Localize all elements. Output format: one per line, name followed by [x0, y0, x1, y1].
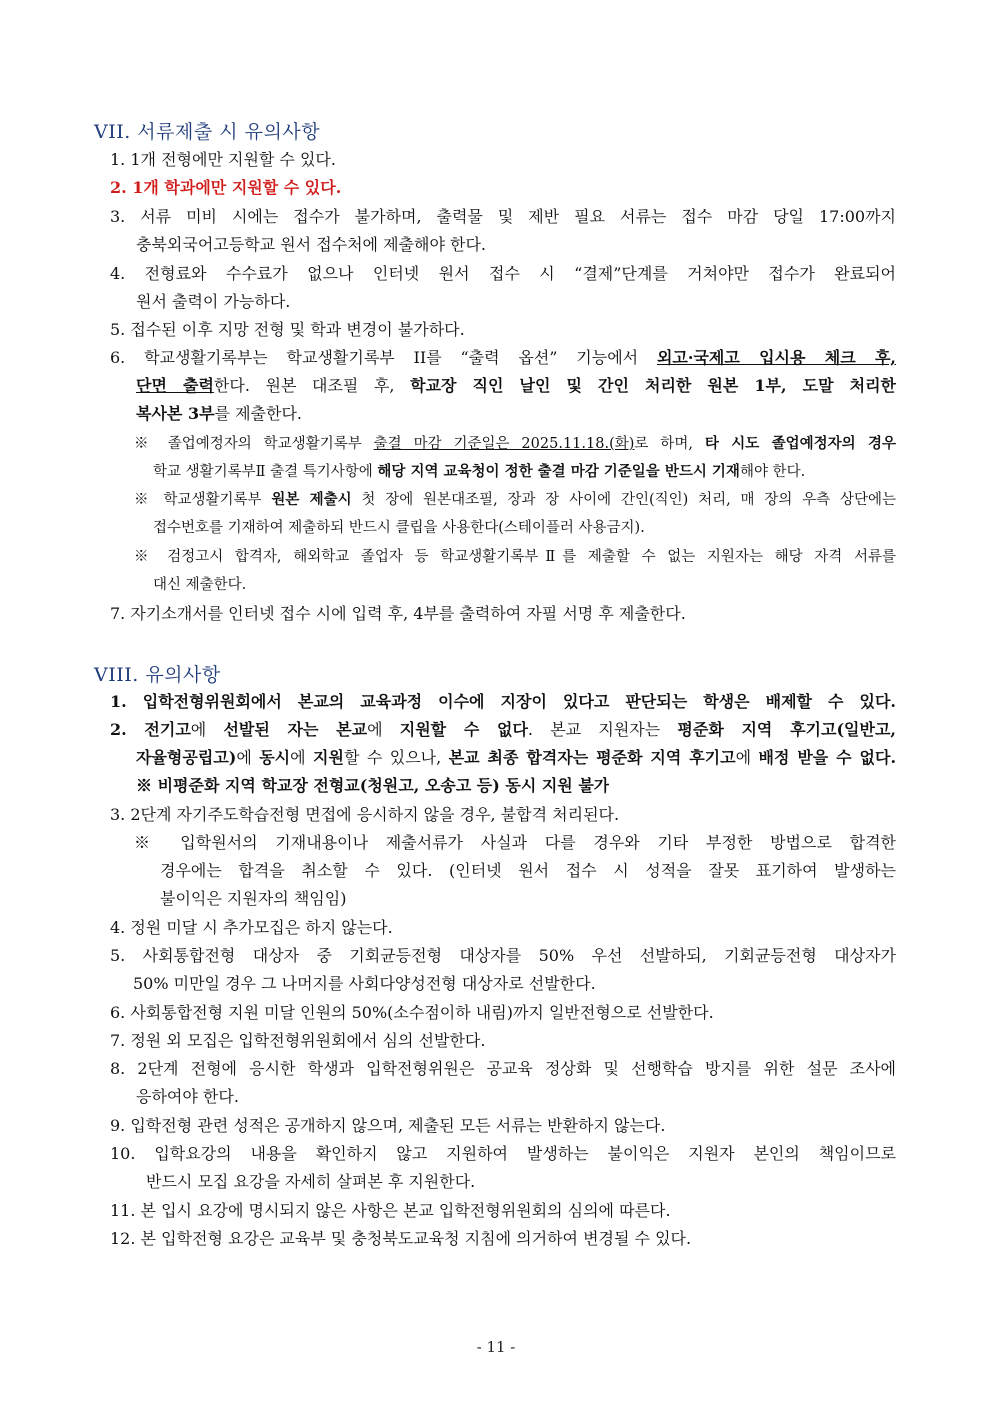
s8-note-1-line-3: 불이익은 지원자의 책임임) — [160, 889, 347, 908]
s8-item-8-line-1: 8. 2단계 전형에 응시한 학생과 입학전형위원은 공교육 정상화 및 선행학습 방지를 위한 설문 조사에 — [110, 1059, 896, 1078]
s7-item-3-line-1: 3. 서류 미비 시에는 접수가 불가하며, 출력물 및 제반 필요 서류는 접수 마감 당일 17:00까지 — [110, 207, 896, 226]
section-7-title: VII. 서류제출 시 유의사항 — [94, 121, 321, 143]
s8-note-1-line-1: ※ 입학원서의 기재내용이나 제출서류가 사실과 다를 경우와 기타 부정한 방법으로 합격한 — [134, 833, 896, 852]
s7-note-1-line-1 — [134, 434, 896, 454]
s7-item-3-line-2: 충북외국어고등학교 원서 접수처에 제출해야 한다. — [136, 235, 487, 254]
s7-item-4-line-2: 원서 출력이 가능하다. — [136, 292, 291, 311]
s8-item-6: 6. 사회통합전형 지원 미달 인원의 50%(소수점이하 내림)까지 일반전형으로 선발한다. — [110, 1003, 714, 1022]
page-number: - 11 - — [476, 1338, 516, 1356]
s8-item-2-a4: 에 — [367, 720, 400, 739]
s8-item-2-note: ※ 비평준화 지역 학교장 전형교(청원고, 오송고 등) 동시 지원 불가 — [136, 776, 610, 795]
s7-note-2-text-a: ※ 학교생활기록부 — [134, 492, 272, 508]
s7-note-2-emph: 원본 제출시 — [271, 491, 352, 508]
s7-note-1-text-a: ※ 졸업예정자의 학교생활기록부 — [134, 436, 374, 452]
s7-note-1-line-2 — [153, 462, 805, 482]
s7-note-1-emph-b: 해당 지역 교육청이 정한 출결 마감 기준일을 반드시 기재 — [377, 463, 740, 480]
s7-item-5: 5. 접수된 이후 지망 전형 및 학과 변경이 불가하다. — [110, 320, 465, 339]
s7-item-6-emph-a: 외고·국제고 입시용 체크 후, — [656, 348, 896, 367]
s7-item-1: 1. 1개 전형에만 지원할 수 있다. — [110, 150, 336, 169]
s8-item-2-a7: 평준화 지역 후기고(일반고, — [677, 720, 896, 739]
s8-item-2-a5: 지원할 수 없다 — [399, 720, 528, 739]
s7-item-6-emph-b: 단면 출력 — [136, 376, 214, 395]
s8-item-2-line-2 — [136, 748, 896, 768]
s8-item-2-b1: 자율형공립고) — [136, 748, 237, 767]
s7-item-6-text-c: 를 제출한다. — [214, 404, 302, 423]
s7-item-6-line-3 — [136, 404, 302, 424]
s8-item-2-b4: 에 — [290, 748, 314, 767]
s8-item-12: 12. 본 입학전형 요강은 교육부 및 충청북도교육청 지침에 의거하여 변경될 수 있다. — [110, 1229, 692, 1248]
s8-item-2-b9: 배정 받을 수 없다. — [758, 748, 896, 767]
s8-item-9: 9. 입학전형 관련 성적은 공개하지 않으며, 제출된 모든 서류는 반환하지 않는다. — [110, 1116, 666, 1135]
s8-item-8-line-2: 응하여야 한다. — [136, 1087, 239, 1106]
s8-item-7: 7. 정원 외 모집은 입학전형위원회에서 심의 선발한다. — [110, 1031, 486, 1050]
s7-note-1-emph-a: 타 시도 졸업예정자의 경우 — [704, 435, 896, 452]
s8-item-2-a6: . 본교 지원자는 — [527, 720, 678, 739]
s7-item-6-line-1 — [110, 348, 896, 368]
s7-item-2: 2. 1개 학과에만 지원할 수 있다. — [110, 178, 342, 197]
s8-item-2-b6: 할 수 있으나, — [343, 748, 449, 767]
s7-item-6-text-b: 한다. 원본 대조필 후, — [213, 376, 411, 395]
section-8-title: VIII. 유의사항 — [94, 664, 221, 686]
s8-item-2-b5: 지원 — [313, 748, 344, 767]
s7-note-3-line-1: ※ 검정고시 합격자, 해외학교 졸업자 등 학교생활기록부Ⅱ를 제출할 수 없는 지원자는 해당 자격 서류를 — [134, 549, 896, 565]
s7-item-4-line-1: 4. 전형료와 수수료가 없으나 인터넷 원서 접수 시 “결제”단계를 거쳐야만 접수가 완료되어 — [110, 264, 896, 283]
s8-note-1-line-2: 경우에는 합격을 취소할 수 있다. (인터넷 원서 접수 시 성적을 잘못 표기하여 발생하는 — [160, 861, 896, 880]
s7-note-1-text-b: 로 하며, — [634, 436, 705, 452]
s7-note-2-text-b: 첫 장에 원본대조필, 장과 장 사이에 간인(직인) 처리, 매 장의 우측 상단에는 — [351, 492, 896, 508]
s8-item-2-b7: 본교 최종 합격자는 평준화 지역 후기고 — [448, 748, 736, 767]
s7-item-6-emph-c: 학교장 직인 날인 및 간인 처리한 원본 1부, 도말 처리한 — [410, 376, 896, 395]
s8-item-10-line-1: 10. 입학요강의 내용을 확인하지 않고 지원하여 발생하는 불이익은 지원자 본인의 책임이므로 — [110, 1144, 896, 1163]
s8-item-2-b8: 에 — [735, 748, 759, 767]
s7-note-1-text-d: 해야 한다. — [739, 464, 806, 480]
s7-note-3-line-2: 대신 제출한다. — [153, 577, 247, 593]
s7-item-6-emph-d: 복사본 3부 — [136, 404, 215, 423]
s8-item-3: 3. 2단계 자기주도학습전형 면접에 응시하지 않을 경우, 불합격 처리된다. — [110, 805, 620, 824]
s8-item-1: 1. 입학전형위원회에서 본교의 교육과정 이수에 지장이 있다고 판단되는 학생은 배제할 수 있다. — [110, 692, 896, 711]
s7-note-2-line-2: 접수번호를 기재하여 제출하되 반드시 클립을 사용한다(스테이플러 사용금지). — [153, 520, 645, 536]
s8-item-2-b3: 동시 — [259, 748, 291, 767]
s8-item-2-a3: 선발된 자는 본교 — [223, 720, 368, 739]
s8-item-10-line-2: 반드시 모집 요강을 자세히 살펴본 후 지원한다. — [146, 1172, 476, 1191]
s7-item-6-text-a: 6. 학교생활기록부는 학교생활기록부 II를 “출력 옵션” 기능에서 — [110, 348, 657, 367]
s8-item-5-line-1: 5. 사회통합전형 대상자 중 기회균등전형 대상자를 50% 우선 선발하되, 기회균등전형 대상자가 — [110, 946, 896, 965]
s8-item-2-b2: 에 — [236, 748, 260, 767]
s8-item-2-a1: 2. 전기고 — [110, 720, 191, 739]
s7-item-7: 7. 자기소개서를 인터넷 접수 시에 입력 후, 4부를 출력하여 자필 서명 후 제출한다. — [110, 604, 686, 623]
s7-note-2-line-1 — [134, 490, 896, 510]
s8-item-2-a2: 에 — [190, 720, 224, 739]
s7-note-1-text-c: 학교 생활기록부Ⅱ 출결 특기사항에 — [153, 464, 378, 480]
s8-item-5-line-2: 50% 미만일 경우 그 나머지를 사회다양성전형 대상자로 선발한다. — [133, 974, 596, 993]
s7-note-1-date: 출결 마감 기준일은 2025.11.18.(화) — [373, 436, 635, 452]
s8-item-2-line-1 — [110, 720, 896, 740]
s8-item-4: 4. 정원 미달 시 추가모집은 하지 않는다. — [110, 918, 393, 937]
s8-item-11: 11. 본 입시 요강에 명시되지 않은 사항은 본교 입학전형위원회의 심의에 따른다. — [110, 1201, 671, 1220]
s7-item-6-line-2 — [136, 376, 896, 396]
